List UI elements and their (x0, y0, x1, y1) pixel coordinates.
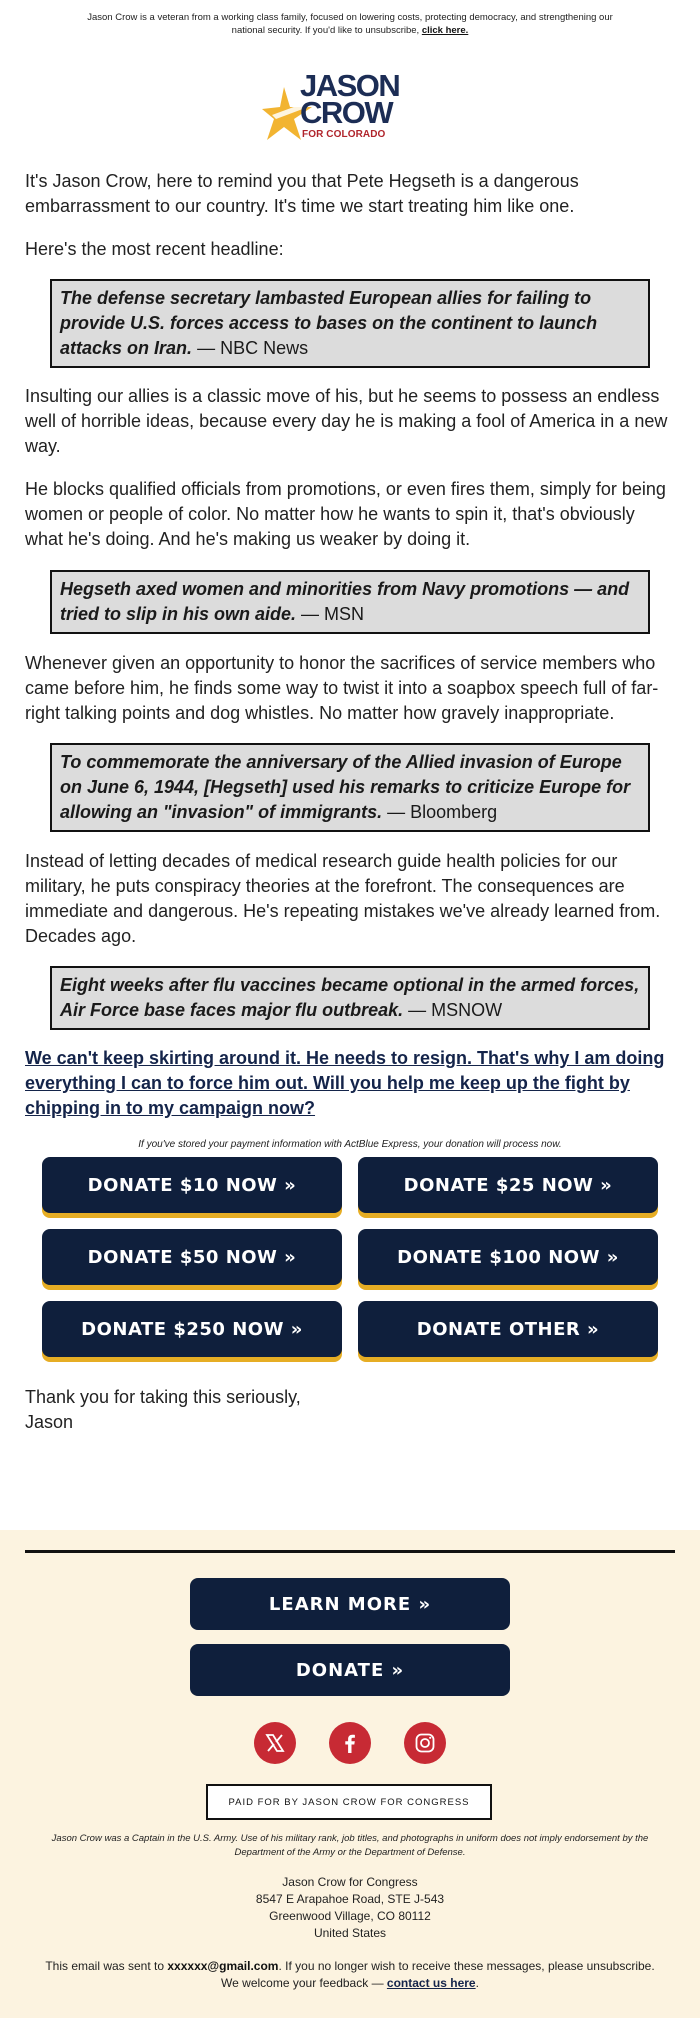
quote-source: — MSN (301, 604, 365, 624)
donate-250-button[interactable]: DONATE $250 NOW » (42, 1301, 342, 1357)
donate-10-button[interactable]: DONATE $10 NOW » (42, 1157, 342, 1213)
body-section (0, 849, 700, 949)
quote-headline: Hegseth axed women and minorities from Navy promotions — and tried to slip in his own aide. (60, 579, 630, 624)
donate-cta-link[interactable] (0, 1046, 700, 1121)
signoff-line: Thank you for taking this seriously, (25, 1387, 301, 1407)
instagram-icon[interactable] (404, 1722, 446, 1764)
recipient-email: xxxxxx@gmail.com (167, 1959, 279, 1973)
unsubscribe-link[interactable]: click here. (421, 25, 469, 36)
x-glyph (264, 1732, 286, 1754)
quote-box (50, 570, 650, 634)
sent-notice (0, 1958, 700, 1992)
logo-crow: CROW (300, 95, 393, 130)
preheader-text: Jason Crow is a veteran from a working class family, focused on lowering costs, protecting democracy, and strengthening our national security. If you'd like to unsubscribe, (87, 12, 613, 36)
intro-paragraph (0, 169, 700, 219)
paragraph-4: He blocks qualified officials from promotions, or even fires them, simply for being women or people of color. No matter how he wants to spin it, that's obviously what he's doing. And he's making us weaker by doing it. (25, 479, 666, 549)
body-section (0, 477, 700, 552)
x-icon[interactable] (254, 1722, 296, 1764)
paragraph-3: Insulting our allies is a classic move of his, but he seems to possess an endless well of horrible ideas, because every day he is making a fool of America in a new way. (25, 386, 668, 456)
footer-donate-button[interactable]: DONATE » (190, 1644, 510, 1696)
logo-area (0, 68, 700, 171)
footer-divider (25, 1550, 675, 1553)
donate-25-button[interactable]: DONATE $25 NOW » (358, 1157, 658, 1213)
facebook-glyph (338, 1731, 362, 1755)
preheader (0, 0, 700, 37)
body-section (0, 651, 700, 726)
donate-other-button[interactable]: DONATE OTHER » (358, 1301, 658, 1357)
campaign-logo (262, 68, 442, 161)
logo-for-colorado: FOR COLORADO (302, 129, 386, 140)
quote-box (50, 966, 650, 1030)
quote-headline: Eight weeks after flu vaccines became optional in the armed forces, Air Force base faces major flu outbreak. (60, 975, 640, 1020)
mailing-address (0, 1874, 700, 1942)
army-disclaimer: Jason Crow was a Captain in the U.S. Army. Use of his military rank, job titles, and photographs in uniform does not imply endorsement by the Department of the Army or the Department of Defense. (51, 1833, 649, 1858)
quote-headline: To commemorate the anniversary of the Allied invasion of Europe on June 6, 1944, [Hegseth] used his remarks to criticize Europe for allowing an "invasion" of immigrants. (60, 752, 631, 822)
address-line: Greenwood Village, CO 80112 (269, 1909, 431, 1923)
sent-suffix: . If you no longer wish to receive these messages, please unsubscribe. (278, 1959, 655, 1973)
quote-box (50, 279, 650, 368)
logo-jason: JASON (300, 68, 400, 103)
donate-button-grid (42, 1157, 658, 1367)
quote-source: — NBC News (197, 338, 309, 358)
actblue-express-note: If you've stored your payment information with ActBlue Express, your donation will process now. (138, 1139, 562, 1150)
cta-text[interactable]: We can't keep skirting around it. He needs to resign. That's why I am doing everything I can to force him out. Will you help me keep up the fight by chipping in to my campaign now? (25, 1048, 665, 1118)
quote-source: — MSNOW (408, 1000, 503, 1020)
signoff (0, 1385, 700, 1435)
address-line: 8547 E Arapahoe Road, STE J-543 (255, 1892, 445, 1906)
sent-prefix: This email was sent to (45, 1959, 165, 1973)
feedback-suffix: . (475, 1976, 479, 1990)
paid-for-box: PAID FOR BY JASON CROW FOR CONGRESS (206, 1784, 492, 1820)
quote-source: — Bloomberg (387, 802, 498, 822)
paragraph-6: Instead of letting decades of medical research guide health policies for our military, he puts conspiracy theories at the forefront. The consequences are immediate and dangerous. He's repeating mistakes we've already learned from. Decades ago. (25, 851, 661, 946)
feedback-prefix: We welcome your feedback — (221, 1976, 384, 1990)
body-section (0, 384, 700, 459)
headline-intro (0, 237, 700, 262)
address-line: United States (313, 1926, 387, 1940)
donate-50-button[interactable]: DONATE $50 NOW » (42, 1229, 342, 1285)
paragraph-5: Whenever given an opportunity to honor the sacrifices of service members who came before him, he finds some way to twist it into a soapbox speech full of far-right talking points and dog whistles. No matter how gravely inappropriate. (25, 653, 659, 723)
contact-link[interactable]: contact us here (386, 1976, 476, 1990)
paragraph-1: It's Jason Crow, here to remind you that Pete Hegseth is a dangerous embarrassment to our country. It's time we start treating him like one. (25, 171, 579, 216)
instagram-glyph (414, 1732, 436, 1754)
signoff-name: Jason (25, 1412, 74, 1432)
quote-headline: The defense secretary lambasted European allies for failing to provide U.S. forces access to bases on the continent to launch attacks on Iran. (60, 288, 598, 358)
footer (0, 1530, 700, 2018)
address-line: Jason Crow for Congress (282, 1875, 418, 1889)
quote-box (50, 743, 650, 832)
learn-more-button[interactable]: LEARN MORE » (190, 1578, 510, 1630)
facebook-icon[interactable] (329, 1722, 371, 1764)
donate-100-button[interactable]: DONATE $100 NOW » (358, 1229, 658, 1285)
paragraph-2: Here's the most recent headline: (25, 239, 284, 259)
